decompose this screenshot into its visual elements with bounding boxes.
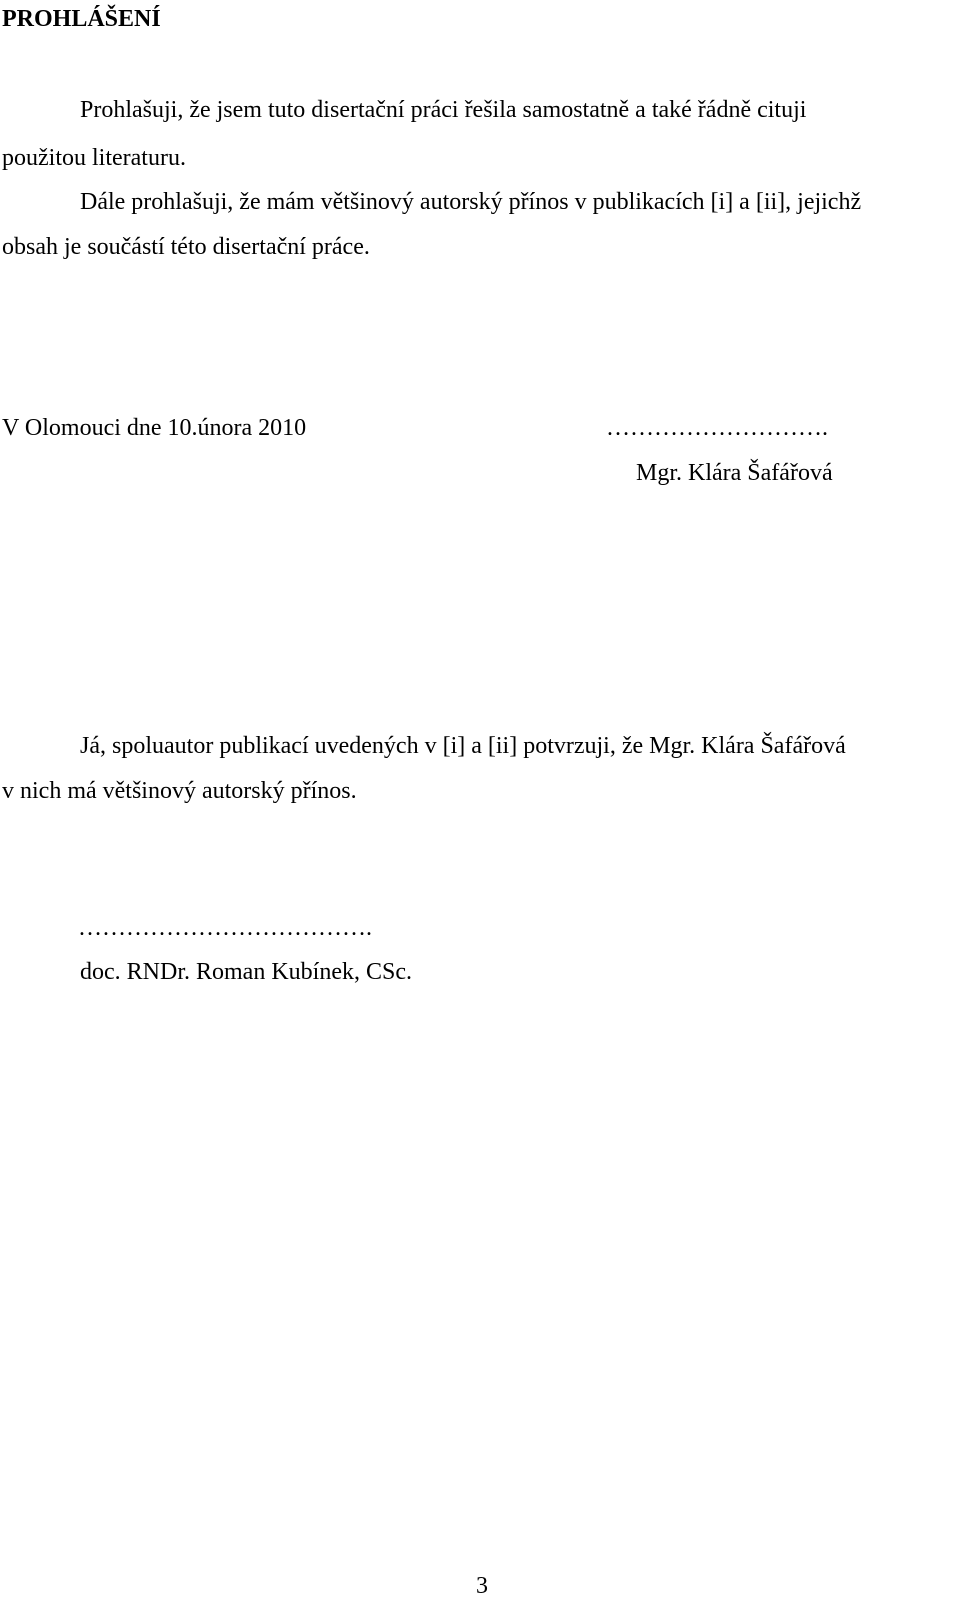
author-name: Mgr. Klára Šafářová <box>636 460 833 486</box>
coauthor-name: doc. RNDr. Roman Kubínek, CSc. <box>80 959 412 985</box>
page-title: PROHLÁŠENÍ <box>2 6 161 32</box>
coauthor-signature-line: ………………………………. <box>78 915 372 941</box>
coauthor-statement-line-1: Já, spoluautor publikací uvedených v [i] a [ii] potvrzuji, že Mgr. Klára Šafářová <box>80 733 846 759</box>
declaration-paragraph-1-line-1: Prohlašuji, že jsem tuto disertační práci řešila samostatně a také řádně cituji <box>80 97 807 123</box>
place-date: V Olomouci dne 10.února 2010 <box>2 415 307 441</box>
page-number: 3 <box>476 1573 488 1599</box>
author-signature-line: ………………………. <box>606 415 828 441</box>
declaration-paragraph-2-line-2: obsah je součástí této disertační práce. <box>2 234 370 260</box>
coauthor-statement-line-2: v nich má většinový autorský přínos. <box>2 778 357 804</box>
declaration-paragraph-1-line-2: použitou literaturu. <box>2 145 186 171</box>
declaration-paragraph-2-line-1: Dále prohlašuji, že mám většinový autorský přínos v publikacích [i] a [ii], jejichž <box>80 189 862 215</box>
